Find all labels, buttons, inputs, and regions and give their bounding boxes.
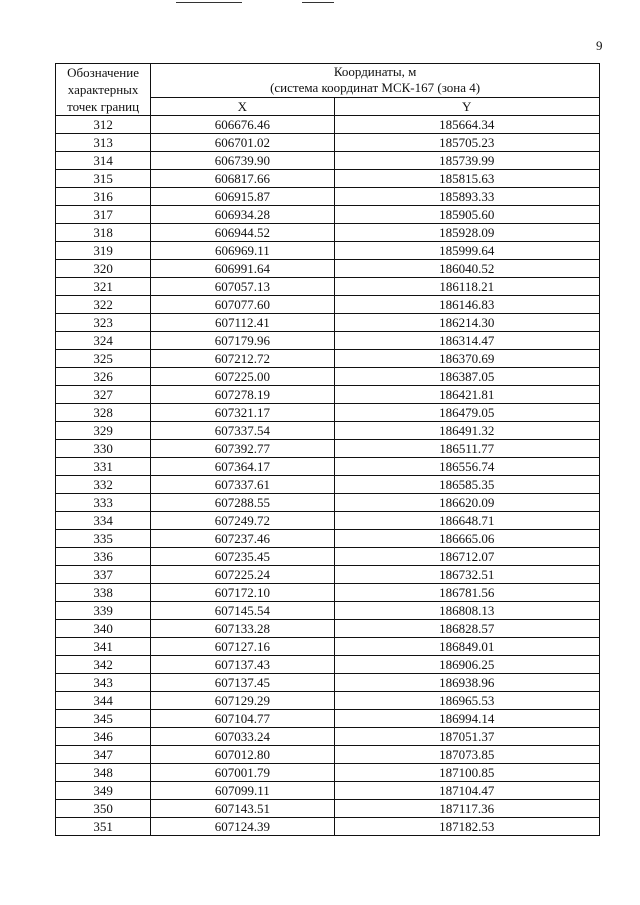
- y-coordinate-cell: 186994.14: [334, 710, 600, 728]
- point-number-cell: 345: [56, 710, 151, 728]
- x-coordinate-cell: 607278.19: [151, 386, 334, 404]
- x-coordinate-cell: 607179.96: [151, 332, 334, 350]
- coordinates-table: [55, 63, 600, 836]
- x-coordinate-cell: 607288.55: [151, 494, 334, 512]
- table-row: [56, 584, 600, 602]
- x-coordinate-cell: 607392.77: [151, 440, 334, 458]
- x-coordinate-cell: 607077.60: [151, 296, 334, 314]
- x-coordinate-cell: 607337.54: [151, 422, 334, 440]
- y-coordinate-cell: 187182.53: [334, 818, 600, 836]
- y-coordinate-cell: 186040.52: [334, 260, 600, 278]
- point-number-cell: 314: [56, 152, 151, 170]
- x-coordinate-cell: 607124.39: [151, 818, 334, 836]
- x-coordinate-cell: 607145.54: [151, 602, 334, 620]
- y-coordinate-cell: 186387.05: [334, 368, 600, 386]
- point-number-cell: 342: [56, 656, 151, 674]
- x-coordinate-cell: 607137.43: [151, 656, 334, 674]
- point-number-cell: 346: [56, 728, 151, 746]
- point-number-cell: 313: [56, 134, 151, 152]
- y-coordinate-cell: 186421.81: [334, 386, 600, 404]
- table-row: [56, 206, 600, 224]
- x-coordinate-cell: 607225.24: [151, 566, 334, 584]
- point-number-cell: 315: [56, 170, 151, 188]
- x-coordinate-cell: 607133.28: [151, 620, 334, 638]
- table-row: [56, 152, 600, 170]
- x-coordinate-cell: 606944.52: [151, 224, 334, 242]
- x-coordinate-cell: 607321.17: [151, 404, 334, 422]
- header-rule-left: [176, 2, 242, 3]
- y-coordinate-cell: 185893.33: [334, 188, 600, 206]
- point-number-cell: 333: [56, 494, 151, 512]
- header-designation-line: точек границ: [67, 99, 140, 114]
- table-row: [56, 242, 600, 260]
- x-coordinate-cell: 606676.46: [151, 116, 334, 134]
- point-number-cell: 341: [56, 638, 151, 656]
- y-coordinate-cell: 186849.01: [334, 638, 600, 656]
- x-coordinate-cell: 606991.64: [151, 260, 334, 278]
- y-coordinate-cell: 186938.96: [334, 674, 600, 692]
- table-row: [56, 512, 600, 530]
- table-row: [56, 728, 600, 746]
- y-coordinate-cell: 186585.35: [334, 476, 600, 494]
- point-number-cell: 319: [56, 242, 151, 260]
- point-number-cell: 330: [56, 440, 151, 458]
- table-row: [56, 764, 600, 782]
- table-body: [56, 116, 600, 836]
- point-number-cell: 325: [56, 350, 151, 368]
- y-coordinate-cell: 187051.37: [334, 728, 600, 746]
- y-coordinate-cell: 186620.09: [334, 494, 600, 512]
- point-number-cell: 339: [56, 602, 151, 620]
- y-coordinate-cell: 185815.63: [334, 170, 600, 188]
- point-number-cell: 340: [56, 620, 151, 638]
- table-row: [56, 116, 600, 134]
- table-row: [56, 620, 600, 638]
- x-coordinate-cell: 606915.87: [151, 188, 334, 206]
- y-coordinate-cell: 185999.64: [334, 242, 600, 260]
- y-coordinate-cell: 185739.99: [334, 152, 600, 170]
- x-coordinate-cell: 607143.51: [151, 800, 334, 818]
- point-number-cell: 328: [56, 404, 151, 422]
- header-x: X: [151, 97, 334, 115]
- x-coordinate-cell: 607235.45: [151, 548, 334, 566]
- point-number-cell: 331: [56, 458, 151, 476]
- x-coordinate-cell: 607225.00: [151, 368, 334, 386]
- table-row: [56, 368, 600, 386]
- x-coordinate-cell: 606701.02: [151, 134, 334, 152]
- table-row: [56, 224, 600, 242]
- table-row: [56, 350, 600, 368]
- point-number-cell: 332: [56, 476, 151, 494]
- table-row: [56, 440, 600, 458]
- table-row: [56, 602, 600, 620]
- x-coordinate-cell: 607033.24: [151, 728, 334, 746]
- header-coordinates-system: (система координат МСК-167 (зона 4): [270, 80, 481, 96]
- y-coordinate-cell: 186732.51: [334, 566, 600, 584]
- y-coordinate-cell: 186665.06: [334, 530, 600, 548]
- y-coordinate-cell: 185928.09: [334, 224, 600, 242]
- y-coordinate-cell: 185905.60: [334, 206, 600, 224]
- y-coordinate-cell: 186370.69: [334, 350, 600, 368]
- point-number-cell: 316: [56, 188, 151, 206]
- table-row: [56, 314, 600, 332]
- y-coordinate-cell: 186712.07: [334, 548, 600, 566]
- point-number-cell: 327: [56, 386, 151, 404]
- y-coordinate-cell: 186828.57: [334, 620, 600, 638]
- x-coordinate-cell: 607172.10: [151, 584, 334, 602]
- y-coordinate-cell: 187104.47: [334, 782, 600, 800]
- point-number-cell: 335: [56, 530, 151, 548]
- table-row: [56, 710, 600, 728]
- header-y: Y: [334, 97, 600, 115]
- x-coordinate-cell: 607057.13: [151, 278, 334, 296]
- table-row: [56, 476, 600, 494]
- y-coordinate-cell: 186314.47: [334, 332, 600, 350]
- y-coordinate-cell: 186479.05: [334, 404, 600, 422]
- point-number-cell: 343: [56, 674, 151, 692]
- x-coordinate-cell: 606934.28: [151, 206, 334, 224]
- point-number-cell: 326: [56, 368, 151, 386]
- y-coordinate-cell: 186906.25: [334, 656, 600, 674]
- page-number: 9: [596, 38, 603, 53]
- table-row: [56, 656, 600, 674]
- x-coordinate-cell: 607001.79: [151, 764, 334, 782]
- table-row: [56, 638, 600, 656]
- x-coordinate-cell: 607127.16: [151, 638, 334, 656]
- x-coordinate-cell: 607337.61: [151, 476, 334, 494]
- x-coordinate-cell: 607112.41: [151, 314, 334, 332]
- table-row: [56, 386, 600, 404]
- table-row: [56, 134, 600, 152]
- x-coordinate-cell: 607212.72: [151, 350, 334, 368]
- point-number-cell: 334: [56, 512, 151, 530]
- x-coordinate-cell: 606969.11: [151, 242, 334, 260]
- y-coordinate-cell: 186808.13: [334, 602, 600, 620]
- y-coordinate-cell: 186965.53: [334, 692, 600, 710]
- point-number-cell: 337: [56, 566, 151, 584]
- y-coordinate-cell: 187117.36: [334, 800, 600, 818]
- point-number-cell: 320: [56, 260, 151, 278]
- header-designation-line: Обозначение: [67, 65, 139, 80]
- table-row: [56, 566, 600, 584]
- x-coordinate-cell: 607364.17: [151, 458, 334, 476]
- point-number-cell: 317: [56, 206, 151, 224]
- x-coordinate-cell: 607249.72: [151, 512, 334, 530]
- y-coordinate-cell: 186146.83: [334, 296, 600, 314]
- y-coordinate-cell: 186214.30: [334, 314, 600, 332]
- table-row: [56, 188, 600, 206]
- table-row: [56, 404, 600, 422]
- table-row: [56, 494, 600, 512]
- header-coordinates: [151, 64, 600, 98]
- table-row: [56, 674, 600, 692]
- point-number-cell: 321: [56, 278, 151, 296]
- point-number-cell: 323: [56, 314, 151, 332]
- point-number-cell: 338: [56, 584, 151, 602]
- x-coordinate-cell: 607237.46: [151, 530, 334, 548]
- table-row: [56, 692, 600, 710]
- x-coordinate-cell: 606817.66: [151, 170, 334, 188]
- x-coordinate-cell: 607104.77: [151, 710, 334, 728]
- table-row: [56, 422, 600, 440]
- table-row: [56, 782, 600, 800]
- table-row: [56, 170, 600, 188]
- header-rule-right: [302, 2, 334, 3]
- point-number-cell: 318: [56, 224, 151, 242]
- y-coordinate-cell: 186781.56: [334, 584, 600, 602]
- header-designation-line: характерных: [67, 82, 139, 97]
- x-coordinate-cell: 607012.80: [151, 746, 334, 764]
- header-designation: [56, 64, 151, 116]
- y-coordinate-cell: 185664.34: [334, 116, 600, 134]
- x-coordinate-cell: 607099.11: [151, 782, 334, 800]
- table-row: [56, 278, 600, 296]
- point-number-cell: 324: [56, 332, 151, 350]
- point-number-cell: 349: [56, 782, 151, 800]
- table-row: [56, 818, 600, 836]
- point-number-cell: 350: [56, 800, 151, 818]
- table-row: [56, 530, 600, 548]
- header-coordinates-title: Координаты, м: [333, 64, 417, 80]
- point-number-cell: 322: [56, 296, 151, 314]
- y-coordinate-cell: 187073.85: [334, 746, 600, 764]
- table-row: [56, 548, 600, 566]
- y-coordinate-cell: 186648.71: [334, 512, 600, 530]
- table-row: [56, 800, 600, 818]
- point-number-cell: 312: [56, 116, 151, 134]
- y-coordinate-cell: 185705.23: [334, 134, 600, 152]
- x-coordinate-cell: 607137.45: [151, 674, 334, 692]
- table-row: [56, 332, 600, 350]
- point-number-cell: 344: [56, 692, 151, 710]
- point-number-cell: 348: [56, 764, 151, 782]
- y-coordinate-cell: 186118.21: [334, 278, 600, 296]
- point-number-cell: 329: [56, 422, 151, 440]
- x-coordinate-cell: 607129.29: [151, 692, 334, 710]
- table-row: [56, 458, 600, 476]
- point-number-cell: 351: [56, 818, 151, 836]
- table-row: [56, 260, 600, 278]
- y-coordinate-cell: 186511.77: [334, 440, 600, 458]
- y-coordinate-cell: 187100.85: [334, 764, 600, 782]
- table-row: [56, 746, 600, 764]
- point-number-cell: 336: [56, 548, 151, 566]
- y-coordinate-cell: 186491.32: [334, 422, 600, 440]
- point-number-cell: 347: [56, 746, 151, 764]
- table-row: [56, 296, 600, 314]
- y-coordinate-cell: 186556.74: [334, 458, 600, 476]
- x-coordinate-cell: 606739.90: [151, 152, 334, 170]
